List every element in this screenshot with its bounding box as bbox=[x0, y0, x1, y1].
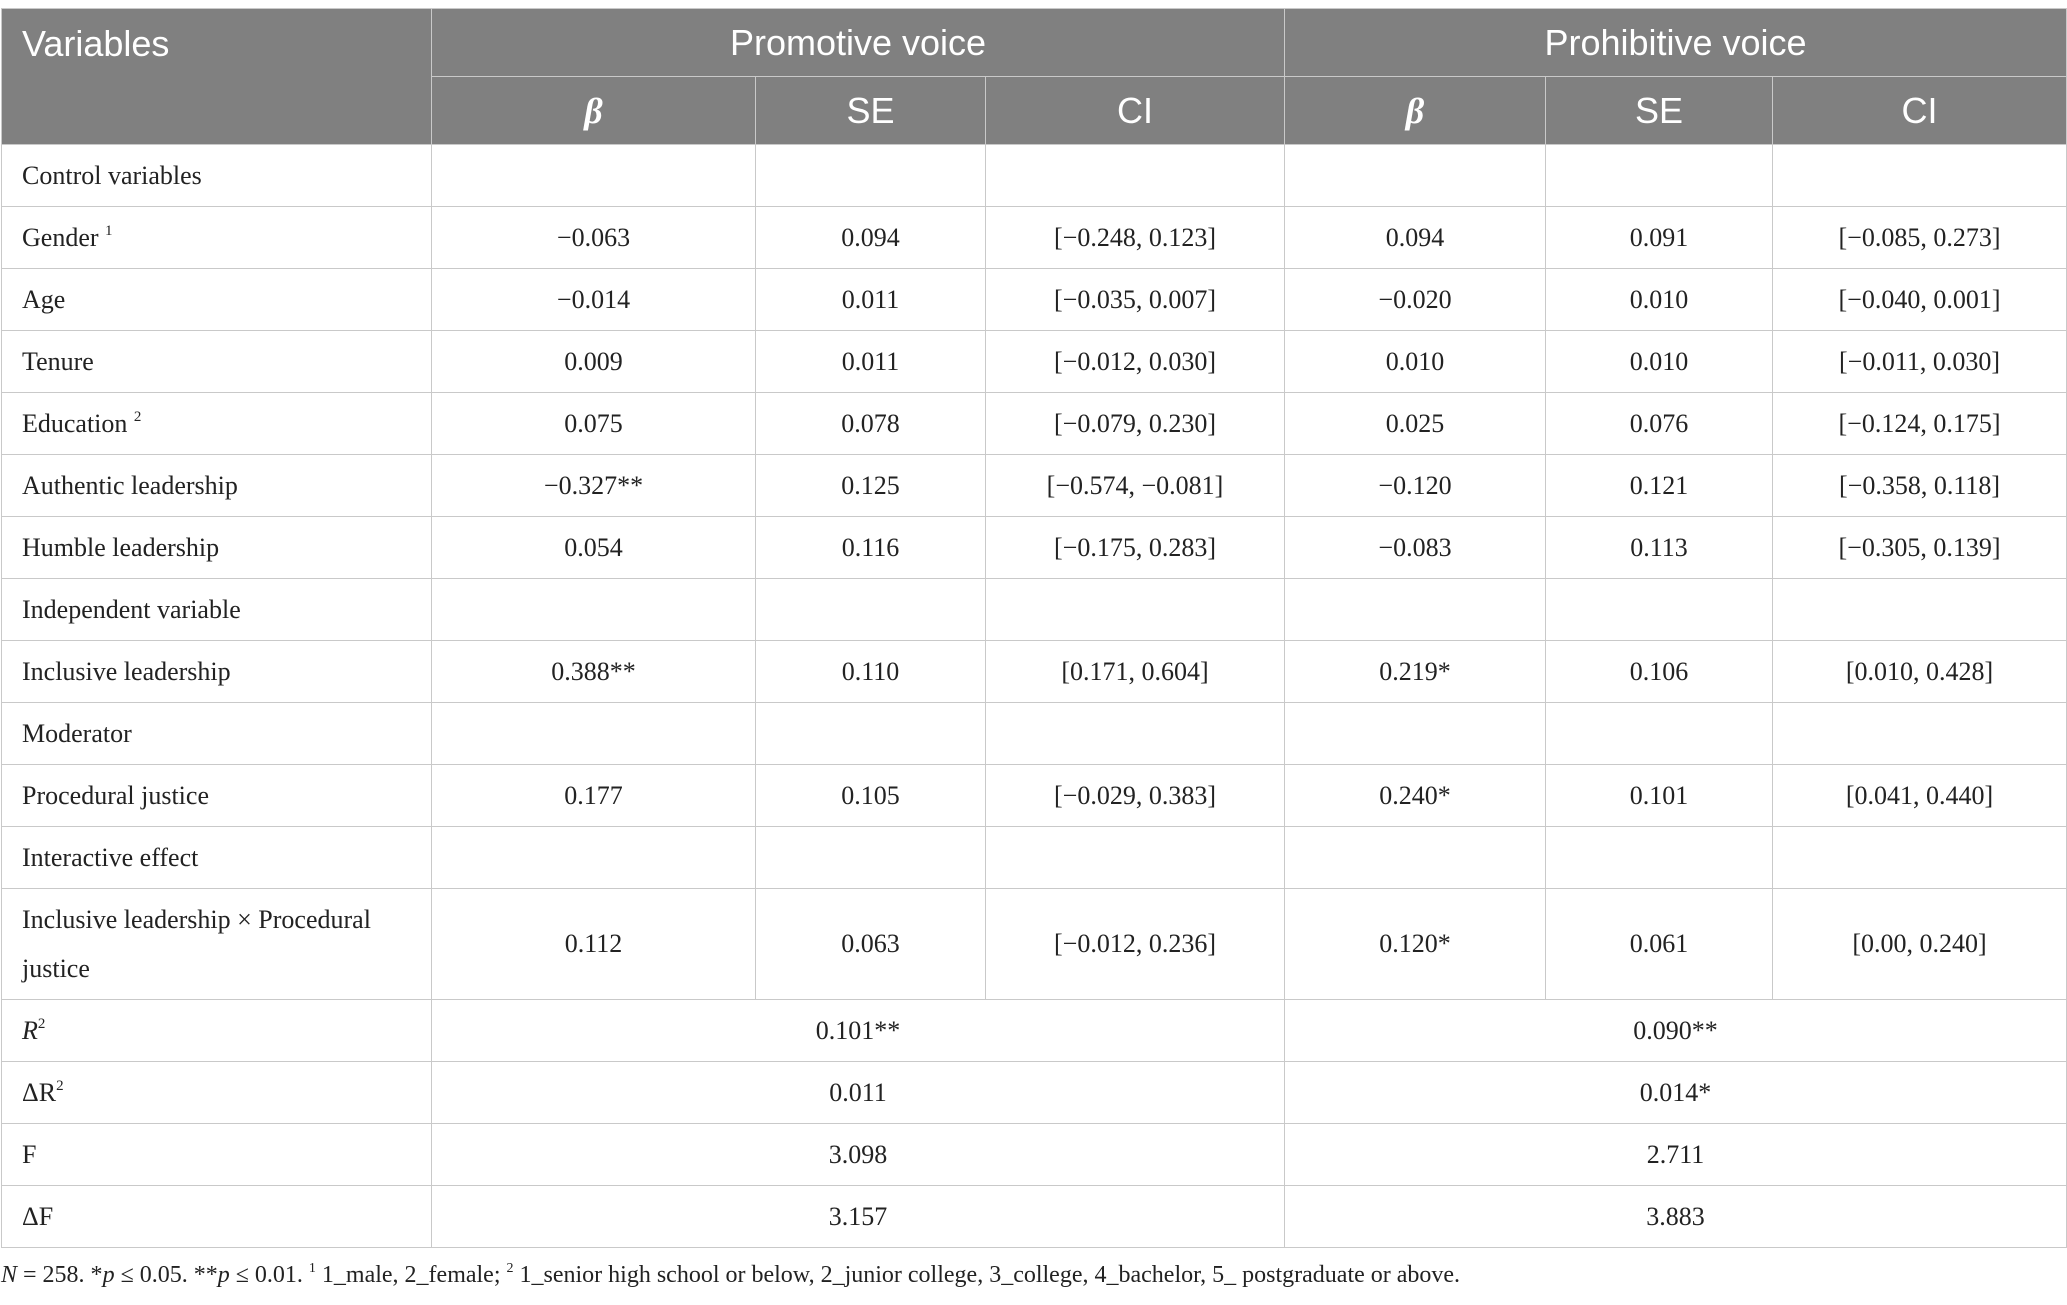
table-cell bbox=[432, 827, 756, 889]
table-cell: 0.025 bbox=[1285, 393, 1546, 455]
table-cell: 0.094 bbox=[756, 207, 986, 269]
table-cell: 0.076 bbox=[1546, 393, 1773, 455]
footnote-mark: 2 bbox=[133, 408, 142, 425]
row-label bbox=[2, 455, 432, 517]
table-cell bbox=[756, 703, 986, 765]
table-cell: 0.388** bbox=[432, 641, 756, 703]
table-cell: 0.010 bbox=[1285, 331, 1546, 393]
table-cell: 0.121 bbox=[1546, 455, 1773, 517]
table-cell: −0.020 bbox=[1285, 269, 1546, 331]
table-row bbox=[2, 889, 2067, 1000]
row-label bbox=[2, 889, 432, 1000]
table-cell: 0.063 bbox=[756, 889, 986, 1000]
table-cell bbox=[756, 579, 986, 641]
row-label bbox=[2, 1062, 432, 1124]
table-row bbox=[2, 579, 2067, 641]
table-cell: [−0.085, 0.273] bbox=[1773, 207, 2067, 269]
summary-cell-promotive: 3.157 bbox=[432, 1186, 1285, 1248]
footnote-mark: 1 bbox=[105, 222, 113, 239]
table-cell bbox=[432, 145, 756, 207]
table-cell bbox=[1773, 827, 2067, 889]
row-label-text: ΔF bbox=[22, 1201, 54, 1231]
note-p: p bbox=[102, 1262, 115, 1288]
row-label-text: Humble leadership bbox=[22, 532, 220, 562]
table-cell: [−0.035, 0.007] bbox=[986, 269, 1285, 331]
table-cell: 0.010 bbox=[1546, 331, 1773, 393]
row-label-text: R bbox=[22, 1015, 38, 1045]
row-label-text: Gender bbox=[22, 222, 99, 252]
summary-cell-promotive: 0.011 bbox=[432, 1062, 1285, 1124]
summary-row bbox=[2, 1186, 2067, 1248]
table-cell: 0.011 bbox=[756, 269, 986, 331]
table-cell: [−0.124, 0.175] bbox=[1773, 393, 2067, 455]
note-text: 1_senior high school or below, 2_junior college, 3_college, 4_bachelor, 5_ postgraduate or above. bbox=[513, 1262, 1461, 1288]
table-cell bbox=[432, 579, 756, 641]
note-footnote-mark: 1 bbox=[308, 1261, 316, 1276]
row-label-text: F bbox=[22, 1139, 37, 1169]
table-cell: 0.105 bbox=[756, 765, 986, 827]
summary-cell-prohibitive: 0.014* bbox=[1285, 1062, 2067, 1124]
table-cell: [−0.175, 0.283] bbox=[986, 517, 1285, 579]
row-label bbox=[2, 827, 432, 889]
row-label bbox=[2, 331, 432, 393]
header-prohibitive-voice: Prohibitive voice bbox=[1285, 9, 2067, 77]
row-label-text: Control variables bbox=[22, 160, 202, 190]
table-cell: [−0.358, 0.118] bbox=[1773, 455, 2067, 517]
summary-cell-prohibitive: 2.711 bbox=[1285, 1124, 2067, 1186]
row-label-text: Tenure bbox=[22, 346, 94, 376]
table-row bbox=[2, 269, 2067, 331]
table-row bbox=[2, 455, 2067, 517]
table-cell: −0.014 bbox=[432, 269, 756, 331]
row-label bbox=[2, 393, 432, 455]
table-cell: 0.240* bbox=[1285, 765, 1546, 827]
row-label bbox=[2, 641, 432, 703]
header-promotive-voice: Promotive voice bbox=[432, 9, 1285, 77]
table-cell: 0.091 bbox=[1546, 207, 1773, 269]
table-cell: [−0.079, 0.230] bbox=[986, 393, 1285, 455]
note-text: ≤ 0.01. bbox=[229, 1262, 309, 1288]
table-cell bbox=[1546, 703, 1773, 765]
table-row bbox=[2, 641, 2067, 703]
row-label-text: ΔR bbox=[22, 1077, 57, 1107]
table-cell bbox=[756, 827, 986, 889]
row-label-text: Moderator bbox=[22, 718, 132, 748]
table-cell: 0.177 bbox=[432, 765, 756, 827]
table-cell bbox=[986, 703, 1285, 765]
superscript: 2 bbox=[56, 1077, 64, 1094]
summary-row bbox=[2, 1062, 2067, 1124]
note-footnote-mark: 2 bbox=[506, 1261, 514, 1276]
table-cell: [−0.574, −0.081] bbox=[986, 455, 1285, 517]
header-beta: β bbox=[432, 77, 756, 145]
table-note bbox=[1, 1262, 2061, 1289]
table-cell bbox=[1285, 145, 1546, 207]
row-label bbox=[2, 207, 432, 269]
row-label-text: Independent variable bbox=[22, 594, 241, 624]
table-cell bbox=[1546, 579, 1773, 641]
table-row bbox=[2, 145, 2067, 207]
row-label bbox=[2, 703, 432, 765]
table-cell bbox=[1773, 703, 2067, 765]
table-row bbox=[2, 393, 2067, 455]
table-cell: 0.011 bbox=[756, 331, 986, 393]
table-cell: 0.101 bbox=[1546, 765, 1773, 827]
summary-cell-prohibitive: 0.090** bbox=[1285, 1000, 2067, 1062]
row-label-text: Age bbox=[22, 284, 66, 314]
table-cell: 0.010 bbox=[1546, 269, 1773, 331]
table-cell bbox=[756, 145, 986, 207]
table-row bbox=[2, 703, 2067, 765]
summary-cell-promotive: 3.098 bbox=[432, 1124, 1285, 1186]
table-cell: 0.054 bbox=[432, 517, 756, 579]
table-cell: 0.125 bbox=[756, 455, 986, 517]
table-cell: 0.061 bbox=[1546, 889, 1773, 1000]
header-ci: CI bbox=[986, 77, 1285, 145]
table-row bbox=[2, 207, 2067, 269]
header-se: SE bbox=[756, 77, 986, 145]
regression-table bbox=[1, 8, 2067, 1248]
table-cell bbox=[1285, 827, 1546, 889]
table-cell: [0.00, 0.240] bbox=[1773, 889, 2067, 1000]
table-cell bbox=[1285, 579, 1546, 641]
note-text: 1_male, 2_female; bbox=[315, 1262, 507, 1288]
row-label-text: Inclusive leadership × Procedural justice bbox=[22, 905, 371, 983]
row-label-text: Inclusive leadership bbox=[22, 656, 231, 686]
row-label bbox=[2, 269, 432, 331]
summary-row bbox=[2, 1000, 2067, 1062]
table-cell: [−0.029, 0.383] bbox=[986, 765, 1285, 827]
row-label-text: Authentic leadership bbox=[22, 470, 238, 500]
table-cell: [−0.011, 0.030] bbox=[1773, 331, 2067, 393]
table-cell: [0.171, 0.604] bbox=[986, 641, 1285, 703]
table-cell bbox=[432, 703, 756, 765]
table-cell bbox=[986, 145, 1285, 207]
row-label bbox=[2, 1124, 432, 1186]
table-cell: 0.113 bbox=[1546, 517, 1773, 579]
row-label bbox=[2, 1186, 432, 1248]
table-cell bbox=[1285, 703, 1546, 765]
table-row bbox=[2, 765, 2067, 827]
row-label-text: Education bbox=[22, 408, 128, 438]
header-se: SE bbox=[1546, 77, 1773, 145]
table-cell bbox=[986, 579, 1285, 641]
note-p: p bbox=[217, 1262, 230, 1288]
table-cell bbox=[1546, 145, 1773, 207]
note-n: N bbox=[1, 1262, 18, 1288]
table-cell: 0.120* bbox=[1285, 889, 1546, 1000]
table-row bbox=[2, 331, 2067, 393]
table-cell: [0.041, 0.440] bbox=[1773, 765, 2067, 827]
table-cell: −0.083 bbox=[1285, 517, 1546, 579]
row-label-text: Procedural justice bbox=[22, 780, 209, 810]
table-cell: [−0.012, 0.030] bbox=[986, 331, 1285, 393]
table-cell bbox=[1773, 145, 2067, 207]
table-cell: 0.112 bbox=[432, 889, 756, 1000]
table-cell: 0.110 bbox=[756, 641, 986, 703]
header-beta: β bbox=[1285, 77, 1546, 145]
summary-row bbox=[2, 1124, 2067, 1186]
table-cell: [−0.012, 0.236] bbox=[986, 889, 1285, 1000]
note-text: ≤ 0.05. ** bbox=[114, 1262, 218, 1288]
table-cell: 0.009 bbox=[432, 331, 756, 393]
note-text: = 258. * bbox=[17, 1262, 103, 1288]
header-variables: Variables bbox=[2, 9, 432, 145]
table-cell: −0.120 bbox=[1285, 455, 1546, 517]
header-ci: CI bbox=[1773, 77, 2067, 145]
table-cell: −0.063 bbox=[432, 207, 756, 269]
table-cell: [0.010, 0.428] bbox=[1773, 641, 2067, 703]
summary-cell-promotive: 0.101** bbox=[432, 1000, 1285, 1062]
table-body bbox=[2, 145, 2067, 1248]
table-cell: [−0.305, 0.139] bbox=[1773, 517, 2067, 579]
row-label bbox=[2, 765, 432, 827]
row-label bbox=[2, 145, 432, 207]
table-row bbox=[2, 517, 2067, 579]
superscript: 2 bbox=[37, 1015, 46, 1032]
table-cell bbox=[1773, 579, 2067, 641]
table-cell: [−0.040, 0.001] bbox=[1773, 269, 2067, 331]
table-cell: [−0.248, 0.123] bbox=[986, 207, 1285, 269]
table-cell: 0.219* bbox=[1285, 641, 1546, 703]
table-cell: 0.094 bbox=[1285, 207, 1546, 269]
row-label bbox=[2, 517, 432, 579]
table-cell: −0.327** bbox=[432, 455, 756, 517]
table-cell bbox=[986, 827, 1285, 889]
table-cell: 0.106 bbox=[1546, 641, 1773, 703]
row-label-text: Interactive effect bbox=[22, 842, 199, 872]
summary-cell-prohibitive: 3.883 bbox=[1285, 1186, 2067, 1248]
row-label bbox=[2, 579, 432, 641]
table-cell: 0.116 bbox=[756, 517, 986, 579]
row-label bbox=[2, 1000, 432, 1062]
table-cell: 0.075 bbox=[432, 393, 756, 455]
table-row bbox=[2, 827, 2067, 889]
table-cell bbox=[1546, 827, 1773, 889]
table-cell: 0.078 bbox=[756, 393, 986, 455]
